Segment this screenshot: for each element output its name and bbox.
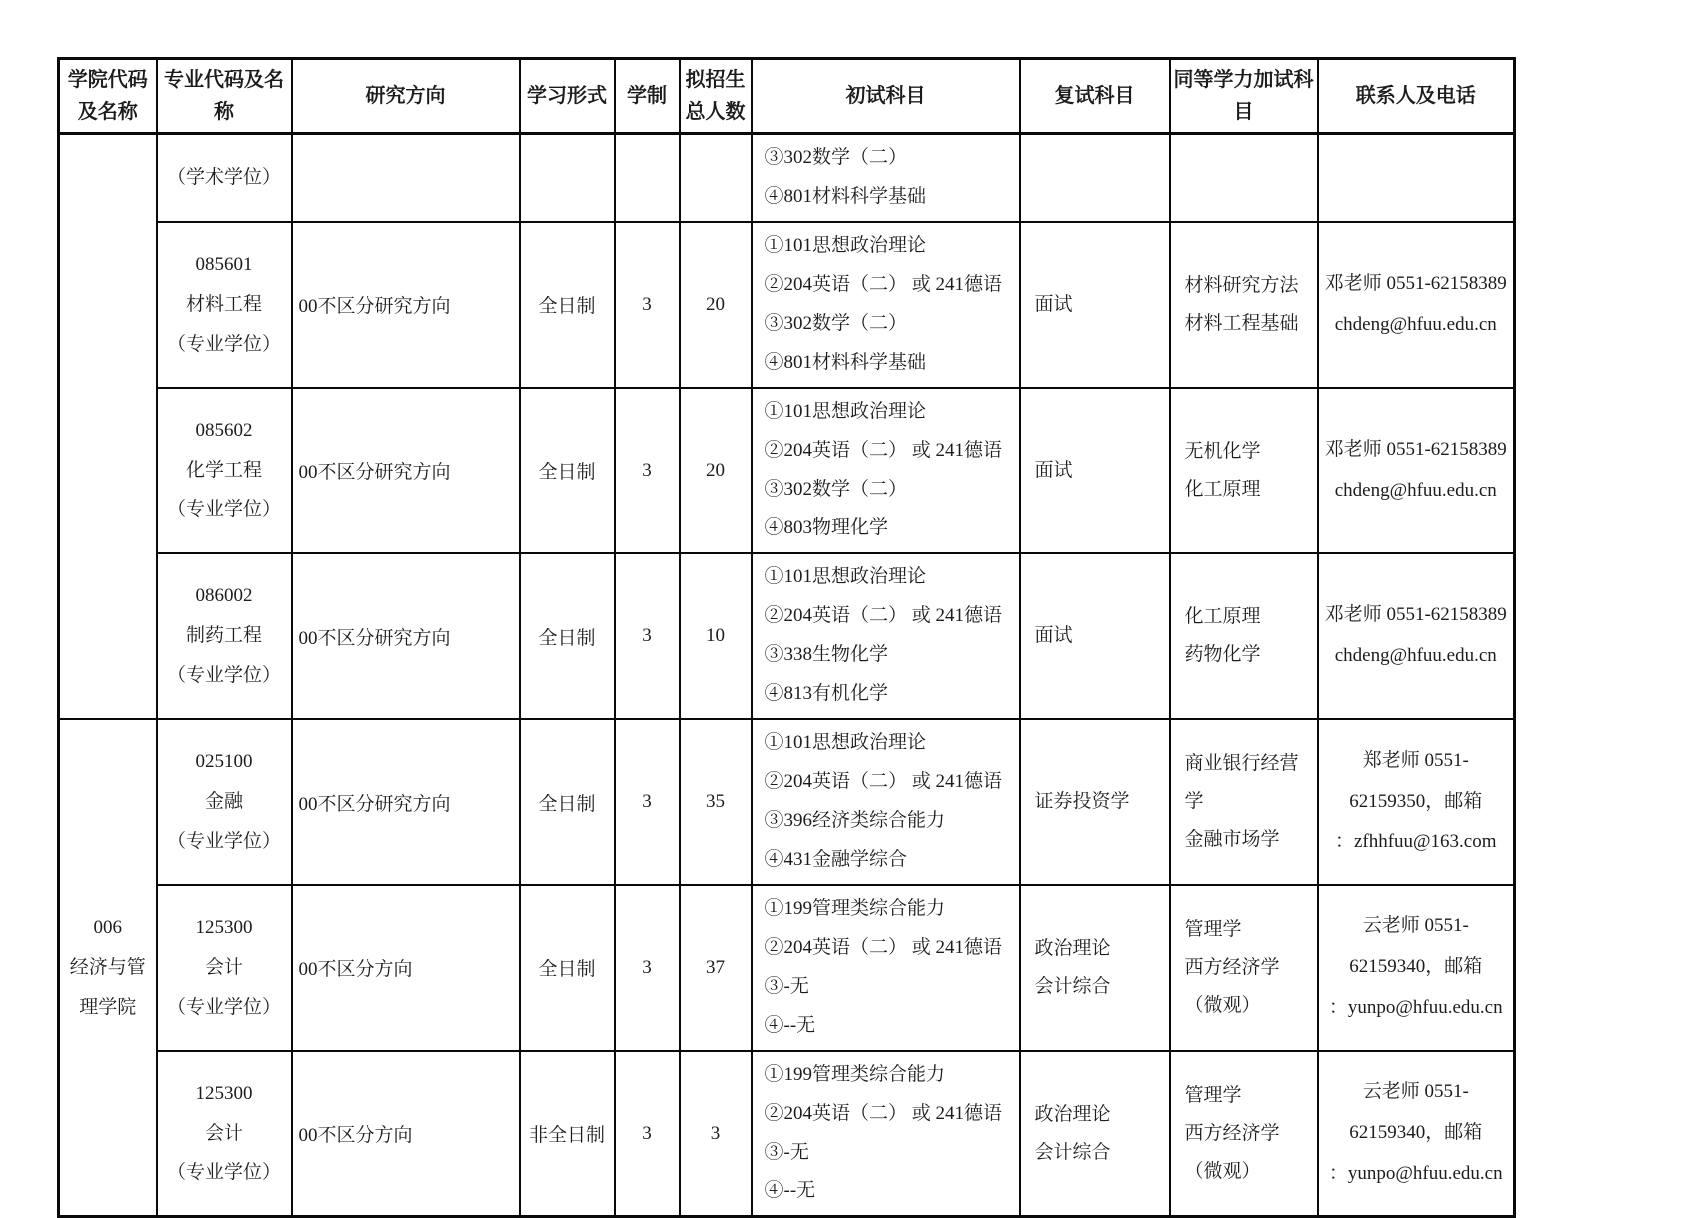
text-line: ②204英语（二） 或 241德语 (764, 439, 1003, 461)
text-line: 材料工程基础 (1184, 312, 1299, 334)
text-line: （专业学位） (166, 830, 281, 852)
text-line: chdeng@hfuu.edu.cn (1334, 479, 1497, 501)
text-line: 面试 (1034, 293, 1073, 315)
header-major-code: 专业代码及名称 (157, 59, 292, 134)
header-research-direction: 研究方向 (292, 59, 520, 134)
text-line: ③396经济类综合能力 (764, 810, 946, 831)
initial-exams-cell (752, 222, 1020, 388)
header-duration: 学制 (615, 59, 680, 134)
text-line: ③302数学（二） (764, 312, 908, 334)
retest-cell (1020, 719, 1170, 885)
direction-cell: 00不区分研究方向 (292, 553, 520, 719)
enrollment-cell: 20 (680, 388, 752, 554)
text-line: ④431金融学综合 (764, 848, 908, 870)
duration-cell: 3 (615, 719, 680, 885)
enrollment-cell: 35 (680, 719, 752, 885)
text-line: ③302数学（二） (764, 147, 908, 168)
college-cell (59, 719, 157, 1217)
text-line: 云老师 0551- (1362, 1081, 1469, 1103)
text-line: ④--无 (764, 1014, 816, 1036)
text-line: 邓老师 0551-62158389 (1324, 604, 1507, 626)
header-additional-exams: 同等学力加试科目 (1170, 59, 1318, 134)
initial-exams-cell (752, 1051, 1020, 1217)
contact-cell (1318, 222, 1515, 388)
contact-cell (1318, 134, 1515, 222)
text-line: ③-无 (764, 975, 809, 997)
direction-cell (292, 134, 520, 222)
major-cell (157, 1051, 292, 1217)
text-line: ④803物理化学 (764, 517, 889, 539)
contact-cell (1318, 719, 1515, 885)
header-contact: 联系人及电话 (1318, 59, 1515, 134)
retest-cell (1020, 553, 1170, 719)
header-college-code: 学院代码及名称 (59, 59, 157, 134)
text-line: ③338生物化学 (764, 644, 889, 666)
text-line: 62159350，邮箱 (1349, 790, 1483, 812)
text-line: 085601 (195, 253, 253, 275)
text-line: ②204英语（二） 或 241德语 (764, 1102, 1003, 1124)
text-line: 会计 (204, 956, 243, 978)
table-row (59, 553, 1515, 719)
direction-cell: 00不区分研究方向 (292, 719, 520, 885)
initial-exams-cell (752, 388, 1020, 554)
text-line: （专业学位） (166, 499, 281, 521)
header-initial-exams: 初试科目 (752, 59, 1020, 134)
enrollment-cell (680, 134, 752, 222)
text-line: 邓老师 0551-62158389 (1324, 438, 1507, 460)
study-form-cell (520, 134, 615, 222)
major-cell (157, 222, 292, 388)
direction-cell: 00不区分方向 (292, 1051, 520, 1217)
initial-exams-cell (752, 134, 1020, 222)
text-line: ④801材料科学基础 (764, 185, 927, 207)
header-enrollment: 拟招生总人数 (680, 59, 752, 134)
text-line: ①199管理类综合能力 (764, 897, 946, 919)
text-line: 025100 (195, 751, 253, 773)
major-cell (157, 719, 292, 885)
additional-exams-cell (1170, 885, 1318, 1051)
study-form-cell: 全日制 (520, 222, 615, 388)
text-line: 化工原理 (1184, 606, 1261, 628)
text-line: 面试 (1034, 459, 1073, 481)
additional-exams-cell (1170, 388, 1318, 554)
enrollment-cell: 3 (680, 1051, 752, 1217)
text-line: 云老师 0551- (1362, 915, 1469, 937)
enrollment-cell: 37 (680, 885, 752, 1051)
text-line: 125300 (195, 1082, 253, 1104)
text-line: 理学院 (79, 996, 137, 1018)
text-line: 面试 (1034, 625, 1073, 647)
text-line: 政治理论 (1034, 1103, 1111, 1125)
text-line: （专业学位） (166, 996, 281, 1018)
text-line: 125300 (195, 916, 253, 938)
text-line: ①101思想政治理论 (764, 732, 927, 754)
text-line: ①199管理类综合能力 (764, 1063, 946, 1085)
additional-exams-cell (1170, 553, 1318, 719)
contact-cell (1318, 388, 1515, 554)
table-row (59, 134, 1515, 222)
text-line: 药物化学 (1184, 644, 1261, 666)
header-retest: 复试科目 (1020, 59, 1170, 134)
text-line: ①101思想政治理论 (764, 400, 927, 422)
major-cell (157, 553, 292, 719)
text-line: 郑老师 0551- (1362, 749, 1469, 771)
text-line: 无机化学 (1184, 440, 1261, 462)
duration-cell: 3 (615, 222, 680, 388)
duration-cell: 3 (615, 885, 680, 1051)
additional-exams-cell (1170, 1051, 1318, 1217)
duration-cell (615, 134, 680, 222)
text-line: ：yunpo@hfuu.edu.cn (1328, 997, 1503, 1019)
text-line: ②204英语（二） 或 241德语 (764, 273, 1003, 295)
text-line: ①101思想政治理论 (764, 234, 927, 256)
duration-cell: 3 (615, 388, 680, 554)
table-row (59, 719, 1515, 885)
text-line: 材料工程 (185, 293, 262, 315)
enrollment-cell: 20 (680, 222, 752, 388)
text-line: 材料研究方法 (1184, 274, 1299, 296)
duration-cell: 3 (615, 553, 680, 719)
text-line: ②204英语（二） 或 241德语 (764, 771, 1003, 793)
header-row (59, 59, 1515, 134)
admissions-table (57, 57, 1516, 1218)
retest-cell (1020, 388, 1170, 554)
text-line: 086002 (195, 585, 253, 607)
text-line: chdeng@hfuu.edu.cn (1334, 313, 1497, 335)
text-line: ：zfhhfuu@163.com (1334, 831, 1497, 853)
text-line: （专业学位） (166, 1162, 281, 1184)
major-cell (157, 388, 292, 554)
additional-exams-cell (1170, 719, 1318, 885)
text-line: 西方经济学（微观） (1184, 956, 1280, 1016)
text-line: 会计综合 (1034, 1141, 1111, 1163)
text-line: ：yunpo@hfuu.edu.cn (1328, 1162, 1503, 1184)
retest-cell (1020, 134, 1170, 222)
direction-cell: 00不区分方向 (292, 885, 520, 1051)
text-line: 化工原理 (1184, 478, 1261, 500)
text-line: 政治理论 (1034, 937, 1111, 959)
study-form-cell: 非全日制 (520, 1051, 615, 1217)
text-line: 西方经济学（微观） (1184, 1122, 1280, 1182)
initial-exams-cell (752, 885, 1020, 1051)
text-line: 金融市场学 (1184, 829, 1280, 850)
text-line: 证券投资学 (1034, 791, 1130, 812)
text-line: 管理学 (1184, 918, 1242, 940)
header-study-form: 学习形式 (520, 59, 615, 134)
text-line: ②204英语（二） 或 241德语 (764, 605, 1003, 627)
text-line: 62159340，邮箱 (1349, 956, 1483, 978)
text-line: 会计综合 (1034, 975, 1111, 997)
additional-exams-cell (1170, 134, 1318, 222)
text-line: （学术学位） (166, 166, 281, 188)
contact-cell (1318, 1051, 1515, 1217)
text-line: （专业学位） (166, 665, 281, 687)
contact-cell (1318, 553, 1515, 719)
text-line: ③302数学（二） (764, 478, 908, 500)
retest-cell (1020, 222, 1170, 388)
study-form-cell: 全日制 (520, 885, 615, 1051)
text-line: 管理学 (1184, 1084, 1242, 1106)
text-line: 62159340，邮箱 (1349, 1122, 1483, 1144)
text-line: 会计 (204, 1122, 243, 1144)
study-form-cell: 全日制 (520, 553, 615, 719)
text-line: ③-无 (764, 1141, 809, 1163)
initial-exams-cell (752, 553, 1020, 719)
contact-cell (1318, 885, 1515, 1051)
college-cell (59, 134, 157, 720)
initial-exams-cell (752, 719, 1020, 885)
text-line: ④--无 (764, 1180, 816, 1202)
study-form-cell: 全日制 (520, 719, 615, 885)
text-line: 006 (93, 916, 122, 938)
text-line: chdeng@hfuu.edu.cn (1334, 645, 1497, 667)
table-row (59, 222, 1515, 388)
enrollment-cell: 10 (680, 553, 752, 719)
text-line: 085602 (195, 419, 253, 441)
text-line: ②204英语（二） 或 241德语 (764, 936, 1003, 958)
text-line: 经济与管 (69, 956, 146, 978)
major-cell (157, 134, 292, 222)
major-cell (157, 885, 292, 1051)
table-row (59, 388, 1515, 554)
text-line: ④801材料科学基础 (764, 351, 927, 373)
direction-cell: 00不区分研究方向 (292, 222, 520, 388)
study-form-cell: 全日制 (520, 388, 615, 554)
retest-cell (1020, 885, 1170, 1051)
retest-cell (1020, 1051, 1170, 1217)
text-line: 金融 (204, 791, 243, 813)
text-line: （专业学位） (166, 333, 281, 355)
table-row (59, 1051, 1515, 1217)
text-line: 邓老师 0551-62158389 (1324, 272, 1507, 294)
text-line: ④813有机化学 (764, 683, 889, 705)
text-line: 制药工程 (185, 625, 262, 647)
text-line: 商业银行经营学 (1184, 753, 1299, 812)
additional-exams-cell (1170, 222, 1318, 388)
duration-cell: 3 (615, 1051, 680, 1217)
direction-cell: 00不区分研究方向 (292, 388, 520, 554)
text-line: ①101思想政治理论 (764, 566, 927, 588)
table-row (59, 885, 1515, 1051)
text-line: 化学工程 (185, 459, 262, 481)
